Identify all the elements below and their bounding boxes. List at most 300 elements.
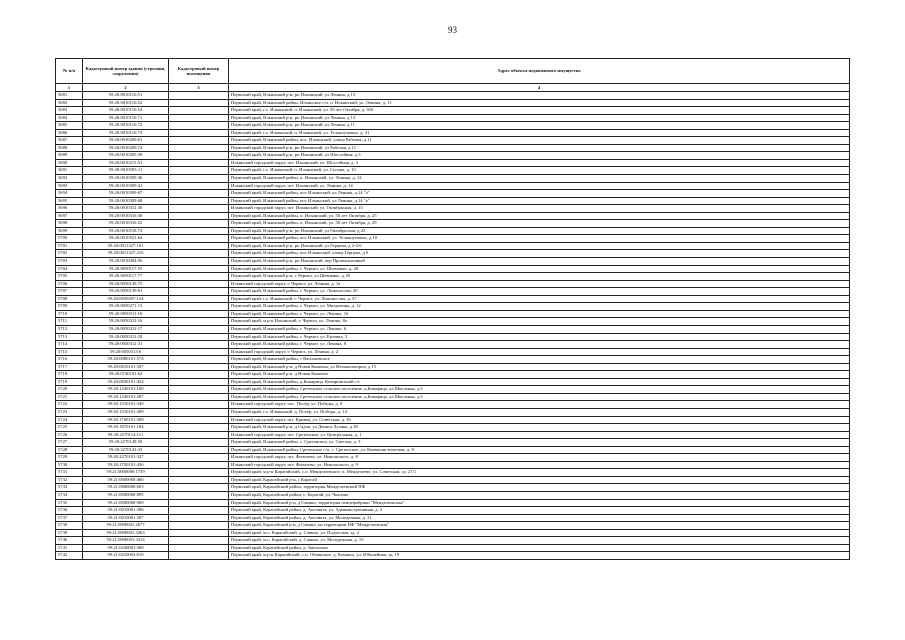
row-number: 5715 <box>56 348 83 356</box>
property-address: Пермский край, Ильинский район, с. Сретенское, ул. Светлая, д. 3 <box>229 439 850 447</box>
table-row <box>56 190 850 198</box>
table-row <box>56 325 850 333</box>
table-row <box>56 484 850 492</box>
row-number: 5704 <box>56 265 83 273</box>
premises-cadastral <box>169 303 229 311</box>
property-address: Пермский край, Ильинский район, пос Ильинский, улица Герцена, д 6 <box>229 250 850 258</box>
premises-cadastral <box>169 295 229 303</box>
property-address: Ильинский городской округ, пгт. Ильинский, ул. Шоссейная, д. 3 <box>229 159 850 167</box>
premises-cadastral <box>169 469 229 477</box>
premises-cadastral <box>169 514 229 522</box>
row-number: 5705 <box>56 273 83 281</box>
property-address: Пермский край, Ильинский р-н, д Новая Каменка, ул Механизаторов, д 15 <box>229 363 850 371</box>
row-number: 5709 <box>56 303 83 311</box>
row-number: 5695 <box>56 197 83 205</box>
header-address: Адрес объекта недвижимого имущества <box>229 59 850 84</box>
property-address: Пермский край, Ильинский район, г. Чермоз, ул. Митрохина, д. 12 <box>229 303 850 311</box>
building-cadastral: 59:21:0010001:307 <box>83 514 169 522</box>
premises-cadastral <box>169 122 229 130</box>
table-row <box>56 295 850 303</box>
row-number: 5708 <box>56 295 83 303</box>
building-cadastral: 59:20:0010309:68 <box>83 197 169 205</box>
building-cadastral: 59:20:2270143:33 <box>83 446 169 454</box>
table-row <box>56 341 850 349</box>
building-cadastral: 59:20:2750101:436 <box>83 461 169 469</box>
row-number: 5701 <box>56 242 83 250</box>
premises-cadastral <box>169 378 229 386</box>
property-address: Пермский край, Ильинский р-н, рп Ильинский, ул Ленина, д 13 <box>229 114 850 122</box>
premises-cadastral <box>169 258 229 266</box>
table-row <box>56 92 850 100</box>
table-row <box>56 356 850 364</box>
table-row <box>56 242 850 250</box>
table-row <box>56 310 850 318</box>
property-address: Ильинский городской округ, пгт. Сретенское, ул. Центральная, д. 1 <box>229 431 850 439</box>
property-address: Ильинский городской округ, пгт. Филатово, ул. Никольского, д. 9 <box>229 461 850 469</box>
table-row <box>56 114 850 122</box>
premises-cadastral <box>169 484 229 492</box>
row-number: 5739 <box>56 529 83 537</box>
building-cadastral: 59:20:0010200:74 <box>83 144 169 152</box>
table-row <box>56 250 850 258</box>
building-cadastral: 59:20:1700101:509 <box>83 416 169 424</box>
property-address: Пермский край, Ильинский район, Сретенское сельское поселение, д.Комарица, ул.Школьная, д.5 <box>229 386 850 394</box>
premises-cadastral <box>169 552 229 560</box>
property-address: Ильинский городской округ, пгт. Ильинский, ул. Ленина, д. 14 <box>229 182 850 190</box>
building-cadastral: 59:20:0610101:307 <box>83 363 169 371</box>
table-row <box>56 454 850 462</box>
premises-cadastral <box>169 288 229 296</box>
table-row <box>56 152 850 160</box>
table-body <box>56 92 850 560</box>
premises-cadastral <box>169 371 229 379</box>
table-row <box>56 333 850 341</box>
row-number: 5737 <box>56 514 83 522</box>
property-address: Пермский край, г.о. Ильинский, п. Ильинский, ул. Сусина, д. 10 <box>229 167 850 175</box>
table-row <box>56 514 850 522</box>
premises-cadastral <box>169 363 229 371</box>
building-cadastral: 59:21:0000000:603 <box>83 484 169 492</box>
building-cadastral: 59:20:0010205:39 <box>83 152 169 160</box>
building-cadastral: 59:20:0010116:72 <box>83 122 169 130</box>
premises-cadastral <box>169 250 229 258</box>
building-cadastral: 59:20:0050311:16 <box>83 310 169 318</box>
premises-cadastral <box>169 408 229 416</box>
row-number: 5694 <box>56 190 83 198</box>
property-address: Пермский край, Ильинский район, п. Ильинский, ул. Ленина, д. 12 <box>229 175 850 183</box>
building-cadastral: 59:20:0011327:216 <box>83 250 169 258</box>
row-number: 5727 <box>56 439 83 447</box>
table-row <box>56 227 850 235</box>
premises-cadastral <box>169 310 229 318</box>
table-row <box>56 205 850 213</box>
row-number: 5712 <box>56 325 83 333</box>
page-number: 93 <box>448 25 457 35</box>
row-number: 5682 <box>56 99 83 107</box>
building-cadastral: 59:20:0050313:6 <box>83 348 169 356</box>
row-number: 5713 <box>56 333 83 341</box>
row-number: 5716 <box>56 356 83 364</box>
premises-cadastral <box>169 114 229 122</box>
premises-cadastral <box>169 242 229 250</box>
building-cadastral: 59:20:0050312:31 <box>83 341 169 349</box>
premises-cadastral <box>169 235 229 243</box>
premises-cadastral <box>169 92 229 100</box>
column-number: 4 <box>229 84 850 92</box>
premises-cadastral <box>169 273 229 281</box>
property-address: Пермский край, Ильинский р-н, д Садок, ул Дениса Лузина, д 20 <box>229 424 850 432</box>
row-number: 5689 <box>56 152 83 160</box>
table-row <box>56 424 850 432</box>
table-row <box>56 167 850 175</box>
building-cadastral: 59:20:1240101:287 <box>83 393 169 401</box>
row-number: 5735 <box>56 499 83 507</box>
building-cadastral: 59:20:1240101:100 <box>83 386 169 394</box>
premises-cadastral <box>169 499 229 507</box>
row-number: 5684 <box>56 114 83 122</box>
row-number: 5696 <box>56 205 83 213</box>
column-number: 1 <box>56 84 83 92</box>
property-address: Пермский край, Ильинский район, г. Чермоз, ул. Ленина, 16 <box>229 310 850 318</box>
row-number: 5734 <box>56 491 83 499</box>
building-cadastral: 59:20:0740101:62 <box>83 371 169 379</box>
table-row <box>56 499 850 507</box>
row-number: 5719 <box>56 378 83 386</box>
row-number: 5731 <box>56 469 83 477</box>
building-cadastral: 59:21:0090001:3263 <box>83 529 169 537</box>
building-cadastral: 59:21:0090001:2677 <box>83 522 169 530</box>
building-cadastral: 59:20:0050117:77 <box>83 273 169 281</box>
premises-cadastral <box>169 537 229 545</box>
property-address: Ильинский городской округ, пгт. Ильинский, ул. Октябрьская, д. 15 <box>229 205 850 213</box>
premises-cadastral <box>169 476 229 484</box>
table-row <box>56 401 850 409</box>
premises-cadastral <box>169 439 229 447</box>
property-address: Пермский край, м.р-н Ильинский, г. Чермоз, ул. Ленина, 8а <box>229 318 850 326</box>
property-address: Пермский край, Ильинский р-н, г Чермоз, ул Шевченко, д 28 <box>229 273 850 281</box>
row-number: 5720 <box>56 386 83 394</box>
table-row <box>56 439 850 447</box>
premises-cadastral <box>169 205 229 213</box>
building-cadastral: 59:21:0000000:895 <box>83 491 169 499</box>
row-number: 5703 <box>56 258 83 266</box>
property-address: Пермский край, м.о. Карагайский, д. Савино, ул. Молодежная, д. 15 <box>229 537 850 545</box>
building-cadastral: 59:20:1510101:409 <box>83 408 169 416</box>
table-row <box>56 258 850 266</box>
premises-cadastral <box>169 529 229 537</box>
building-cadastral: 59:20:0010116:52 <box>83 99 169 107</box>
header-premises-cadastral: Кадастровый номер помещения <box>169 59 229 84</box>
row-number: 5714 <box>56 341 83 349</box>
premises-cadastral <box>169 348 229 356</box>
row-number: 5702 <box>56 250 83 258</box>
table-row <box>56 348 850 356</box>
row-number: 5710 <box>56 310 83 318</box>
row-number: 5732 <box>56 476 83 484</box>
table-row <box>56 107 850 115</box>
premises-cadastral <box>169 137 229 145</box>
registry-table <box>55 58 850 560</box>
table-row <box>56 522 850 530</box>
building-cadastral: 59:20:0010116:71 <box>83 114 169 122</box>
property-address: Пермский край, м.р-н Карагайский, с.п. Менделеевское, п. Менделеево, ул. Советская, зд. 27/1 <box>229 469 850 477</box>
row-number: 5740 <box>56 537 83 545</box>
table-row <box>56 529 850 537</box>
table-row <box>56 469 850 477</box>
premises-cadastral <box>169 507 229 515</box>
table-row <box>56 461 850 469</box>
premises-cadastral <box>169 325 229 333</box>
row-number: 5706 <box>56 280 83 288</box>
table-row <box>56 507 850 515</box>
building-cadastral: 59:20:0010316:52 <box>83 220 169 228</box>
building-cadastral: 59:20:2270101:327 <box>83 454 169 462</box>
property-address: Пермский край, Ильинский район, Сретенское с/п, с. Сретенское, ул. Коммунистическая, д. 8 <box>229 446 850 454</box>
premises-cadastral <box>169 182 229 190</box>
building-cadastral: 59:21:0240001:368 <box>83 544 169 552</box>
row-number: 5717 <box>56 363 83 371</box>
row-number: 5700 <box>56 235 83 243</box>
property-address: Пермский край, г.о. Ильинский, п. Ильинский, ул. Тельноуховых, д. 31 <box>229 129 850 137</box>
row-number: 5718 <box>56 371 83 379</box>
property-address: Пермский край, Ильинский район, пос Ильинский, ул. Тельноуховых, д 10 <box>229 235 850 243</box>
property-address: Пермский край, Ильинский район, г. Чермоз, ул. Ленина, 8 <box>229 341 850 349</box>
row-number: 5690 <box>56 159 83 167</box>
table-row <box>56 235 850 243</box>
premises-cadastral <box>169 175 229 183</box>
table-row <box>56 552 850 560</box>
building-cadastral: 59:20:0010309:41 <box>83 182 169 190</box>
building-cadastral: 59:20:0010404:56 <box>83 258 169 266</box>
property-address: Пермский край, Карагайский район, территория Менделеевский ПФ <box>229 484 850 492</box>
premises-cadastral <box>169 461 229 469</box>
table-row <box>56 129 850 137</box>
property-address: Пермский край, м.р-н Карагайский, с.п. Обвинское, д. Комаята, ул. Юбилейная, зд. 19 <box>229 552 850 560</box>
premises-cadastral <box>169 454 229 462</box>
table-row <box>56 386 850 394</box>
premises-cadastral <box>169 446 229 454</box>
premises-cadastral <box>169 280 229 288</box>
table-row <box>56 122 850 130</box>
table-row <box>56 408 850 416</box>
table-row <box>56 273 850 281</box>
table-row <box>56 491 850 499</box>
property-address: Пермский край, Карагайский район, с. Карагай, ул. Чкалова <box>229 491 850 499</box>
premises-cadastral <box>169 393 229 401</box>
building-cadastral: 59:20:2270114:111 <box>83 431 169 439</box>
premises-cadastral <box>169 424 229 432</box>
building-cadastral: 59:20:0011327:161 <box>83 242 169 250</box>
table-row <box>56 212 850 220</box>
building-cadastral: 59:20:0010521:64 <box>83 235 169 243</box>
row-number: 5725 <box>56 424 83 432</box>
row-number: 5724 <box>56 416 83 424</box>
row-number: 5728 <box>56 446 83 454</box>
row-number: 5685 <box>56 122 83 130</box>
row-number: 5688 <box>56 144 83 152</box>
property-address: Пермский край, Ильинский район, г. Чермоз, ул. Ерзовка, 3 <box>229 333 850 341</box>
premises-cadastral <box>169 152 229 160</box>
premises-cadastral <box>169 522 229 530</box>
premises-cadastral <box>169 341 229 349</box>
building-cadastral: 59:20:0010116:54 <box>83 107 169 115</box>
building-cadastral: 59:20:0830101:454 <box>83 378 169 386</box>
table-row <box>56 182 850 190</box>
building-cadastral: 59:20:2270128:50 <box>83 439 169 447</box>
premises-cadastral <box>169 212 229 220</box>
property-address: Пермский край, Ильинский район, пос Ильинский, ул Ленина, д.14 "а" <box>229 197 850 205</box>
property-address: Пермский край, Ильинский район, с Васильевское <box>229 356 850 364</box>
table-row <box>56 476 850 484</box>
property-address: Пермский край, Ильинский район, пос Ильинский, ул Ленина, д.14 "а" <box>229 190 850 198</box>
premises-cadastral <box>169 167 229 175</box>
row-number: 5726 <box>56 431 83 439</box>
table-row <box>56 144 850 152</box>
building-cadastral: 59:20:0050312:18 <box>83 333 169 341</box>
property-address: Ильинский городской округ, г. Чермоз, ул. Ленина, д. 2 <box>229 348 850 356</box>
property-address: Пермский край, Карагайский р-н, д Савино, на территории ПФ "Менделеевская" <box>229 522 850 530</box>
table-row <box>56 265 850 273</box>
row-number: 5698 <box>56 220 83 228</box>
row-number: 5736 <box>56 507 83 515</box>
building-cadastral: 59:20:0010316:38 <box>83 212 169 220</box>
building-cadastral: 59:21:0010001:306 <box>83 507 169 515</box>
building-cadastral: 59:20:0010116:51 <box>83 92 169 100</box>
row-number: 5738 <box>56 522 83 530</box>
property-address: Пермский край, г.о. Ильинский, г. Чермоз, ул. Ломоносова, д. 57 <box>229 295 850 303</box>
premises-cadastral <box>169 318 229 326</box>
building-cadastral: 59:20:0050312:17 <box>83 325 169 333</box>
property-address: Ильинский городской округ, пгт. Филатово, ул. Никольского, д. 8 <box>229 454 850 462</box>
row-number: 5733 <box>56 484 83 492</box>
building-cadastral: 59:21:0000000:466 <box>83 476 169 484</box>
building-cadastral: 59:20:0010309:67 <box>83 190 169 198</box>
table-row <box>56 446 850 454</box>
property-address: Ильинский городской округ, пгт. Кривец, ул. Советская, д. 16 <box>229 416 850 424</box>
property-address: Пермский край, Ильинский р-н, рп Ильинский, ул Шоссейная, д 3 <box>229 152 850 160</box>
building-cadastral: 59:20:0010309:36 <box>83 175 169 183</box>
row-number: 5722 <box>56 401 83 409</box>
row-number: 5687 <box>56 137 83 145</box>
premises-cadastral <box>169 265 229 273</box>
building-cadastral: 59:21:0000000:900 <box>83 499 169 507</box>
premises-cadastral <box>169 431 229 439</box>
column-number: 3 <box>169 84 229 92</box>
premises-cadastral <box>169 99 229 107</box>
property-address: Пермский край, Карагайский район, д. Антонята, ул. Административная, д. 2 <box>229 507 850 515</box>
premises-cadastral <box>169 227 229 235</box>
table-row <box>56 303 850 311</box>
premises-cadastral <box>169 107 229 115</box>
table-row <box>56 280 850 288</box>
table-row <box>56 220 850 228</box>
premises-cadastral <box>169 144 229 152</box>
property-address: Пермский край, Ильинский р-н, рп Ильинский, ул Ленина, д 13 <box>229 92 850 100</box>
property-address: Пермский край, Карагайский район, д. Заюльское <box>229 544 850 552</box>
header-num: № п/п <box>56 59 83 84</box>
row-number: 5683 <box>56 107 83 115</box>
table-row <box>56 371 850 379</box>
row-number: 5711 <box>56 318 83 326</box>
premises-cadastral <box>169 416 229 424</box>
building-cadastral: 59:20:0050271:15 <box>83 303 169 311</box>
building-cadastral: 59:20:0080101:574 <box>83 356 169 364</box>
property-address: Пермский край, г.о. Ильинский, д. Посёр, ул. Победы, д. 14 <box>229 408 850 416</box>
row-number: 5723 <box>56 408 83 416</box>
table-row <box>56 197 850 205</box>
property-address: Ильинский городской округ, пос. Посёр, ул. Победы, д. 8 <box>229 401 850 409</box>
table-row <box>56 363 850 371</box>
building-cadastral: 59:20:0010215:51 <box>83 159 169 167</box>
building-cadastral: 59:20:0050139:81 <box>83 288 169 296</box>
premises-cadastral <box>169 333 229 341</box>
row-number: 5692 <box>56 175 83 183</box>
table-row <box>56 288 850 296</box>
row-number: 5686 <box>56 129 83 137</box>
premises-cadastral <box>169 159 229 167</box>
property-address: Пермский край, Ильинский район, г. Чермоз, ул. Ленина, 6 <box>229 325 850 333</box>
table-row <box>56 544 850 552</box>
property-address: Пермский край, Ильинский район, пос. Ильинский, улица Рабочая, д.11 <box>229 137 850 145</box>
property-address: Пермский край, Карагайский район, д. Антонята, ул. Молодежная, д. 31 <box>229 514 850 522</box>
premises-cadastral <box>169 197 229 205</box>
premises-cadastral <box>169 544 229 552</box>
property-address: Пермский край, Ильинский район, г. Чермоз, ул. Ломоносова, 20 <box>229 288 850 296</box>
property-address: Пермский край, Карагайский р-н, д Савино, территория птицефабрики "Менделеевская" <box>229 499 850 507</box>
building-cadastral: 59:20:0050117:55 <box>83 265 169 273</box>
property-address: Пермский край, Карагайский р-н, с Карагай <box>229 476 850 484</box>
row-number: 5707 <box>56 288 83 296</box>
property-address: Пермский край, Ильинский р-н, рп Ильинский, пер Промышленный <box>229 258 850 266</box>
row-number: 5693 <box>56 182 83 190</box>
property-address: Пермский край, Ильинский р-н, рп Ильинский, ул Ленина, д 11 <box>229 122 850 130</box>
building-cadastral: 59:20:0010116:73 <box>83 129 169 137</box>
premises-cadastral <box>169 356 229 364</box>
building-cadastral: 59:20:0010200:61 <box>83 137 169 145</box>
property-address: Пермский край, Ильинский р-н, рп Ильинский, ул Герцена, д 2-4-6 <box>229 242 850 250</box>
building-cadastral: 59:21:0410003:619 <box>83 552 169 560</box>
table-row <box>56 99 850 107</box>
premises-cadastral <box>169 401 229 409</box>
property-address: Ильинский городской округ, г. Чермоз, ул. Ленина, д. 1а <box>229 280 850 288</box>
property-address: Пермский край, Ильинский р-н, рп Ильинский, ул Октябрьская, д 22 <box>229 227 850 235</box>
property-address: Пермский край, м.о. Карагайский, д. Савино, ул. Подлесная, зд. 2 <box>229 529 850 537</box>
building-cadastral: 59:20:0010303:11 <box>83 167 169 175</box>
table-row <box>56 175 850 183</box>
row-number: 5741 <box>56 544 83 552</box>
property-address: Пермский край, Ильинский район, г. Чермоз, ул. Шевченко, д. 28 <box>229 265 850 273</box>
row-number: 5697 <box>56 212 83 220</box>
property-address: Пермский край, Ильинский р-н, д Новая Каменка <box>229 371 850 379</box>
premises-cadastral <box>169 491 229 499</box>
column-number: 2 <box>83 84 169 92</box>
row-number: 5729 <box>56 454 83 462</box>
building-cadastral: 59:21:0000000:1739 <box>83 469 169 477</box>
row-number: 5742 <box>56 552 83 560</box>
property-address: Пермский край, Ильинский район, д.Комарица, Комаринсккий с/с <box>229 378 850 386</box>
column-number-row <box>56 84 850 92</box>
table-row <box>56 393 850 401</box>
table-row <box>56 318 850 326</box>
row-number: 5681 <box>56 92 83 100</box>
row-number: 5691 <box>56 167 83 175</box>
building-cadastral: 59:21:0090001:3414 <box>83 537 169 545</box>
building-cadastral: 59:20:0010518:72 <box>83 227 169 235</box>
table-row <box>56 416 850 424</box>
table-row <box>56 537 850 545</box>
building-cadastral: 59:20:0010312:30 <box>83 205 169 213</box>
header-row <box>56 59 850 84</box>
